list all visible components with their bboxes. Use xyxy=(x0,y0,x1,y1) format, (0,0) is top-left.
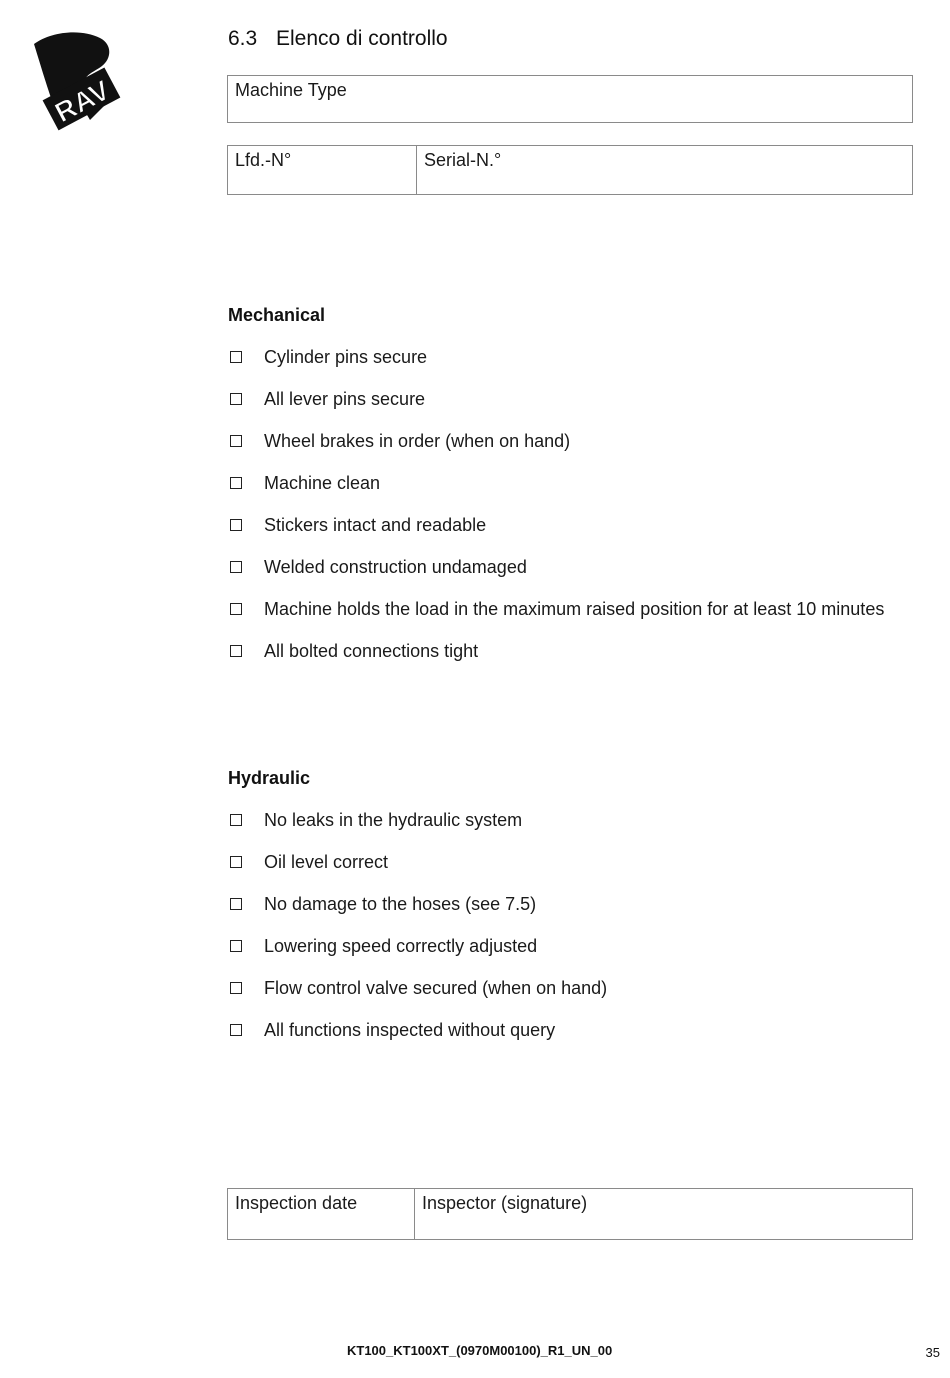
checkbox[interactable] xyxy=(230,940,242,952)
document-code: KT100_KT100XT_(0970M00100)_R1_UN_00 xyxy=(347,1343,613,1358)
serial-number-label: Serial-N.° xyxy=(424,150,502,170)
section-title: Elenco di controllo xyxy=(276,27,448,50)
inspection-date-label: Inspection date xyxy=(235,1193,358,1213)
lfd-number-field[interactable] xyxy=(228,146,416,194)
checkbox[interactable] xyxy=(230,982,242,994)
machine-type-label: Machine Type xyxy=(235,80,347,100)
mechanical-heading: Mechanical xyxy=(228,305,326,325)
logo-text: RAV xyxy=(49,74,115,129)
section-number: 6.3 xyxy=(228,27,258,50)
checkbox[interactable] xyxy=(230,477,242,489)
checkbox[interactable] xyxy=(230,351,242,363)
checkbox[interactable] xyxy=(230,435,242,447)
machine-type-field[interactable] xyxy=(227,75,913,123)
checkbox[interactable] xyxy=(230,898,242,910)
id-fields-box xyxy=(227,145,913,195)
rav-logo xyxy=(28,30,124,142)
checkbox[interactable] xyxy=(230,856,242,868)
inspector-signature-field[interactable] xyxy=(415,1189,912,1239)
checkbox[interactable] xyxy=(230,814,242,826)
checkbox[interactable] xyxy=(230,603,242,615)
checkbox[interactable] xyxy=(230,1024,242,1036)
lfd-number-label: Lfd.-N° xyxy=(235,150,292,170)
checkbox[interactable] xyxy=(230,519,242,531)
signature-box xyxy=(227,1188,913,1240)
checkbox[interactable] xyxy=(230,561,242,573)
inspection-date-field[interactable] xyxy=(228,1189,414,1239)
section-heading xyxy=(228,27,448,51)
checkbox[interactable] xyxy=(230,393,242,405)
hydraulic-heading: Hydraulic xyxy=(228,768,311,788)
serial-number-field[interactable] xyxy=(417,146,912,194)
checkbox[interactable] xyxy=(230,645,242,657)
page-number: 35 xyxy=(925,1345,940,1360)
inspector-signature-label: Inspector (signature) xyxy=(422,1193,588,1213)
